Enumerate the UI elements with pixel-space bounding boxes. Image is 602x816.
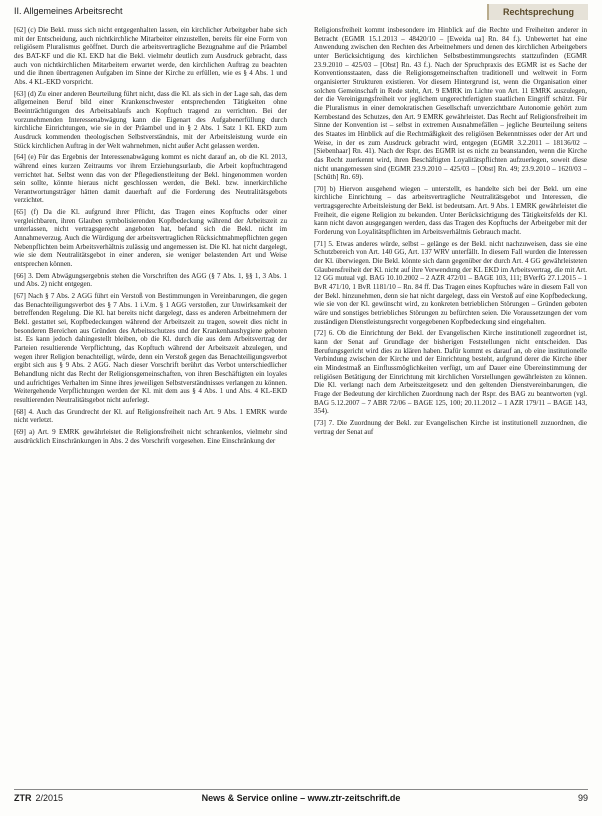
issue-number: 2/2015 [35,793,64,803]
paragraph: [67] Nach § 7 Abs. 2 AGG führt ein Verstoß von Bestimmungen in Vereinbarungen, die gegen das Benachteiligungsverbot des § 7 Abs. 1 i.V.m. § 1 AGG verstoßen, zur Unwirksamkeit der betreffenden Regelung. Die Kl. hat bereits nicht dargelegt, dass es anderen Arbeitnehmern der Bekl. gestattet sei, Kopfbedeckungen während der Arbeitszeit zu tragen, soweit dies nicht in besonderen Bereichen aus Gründen des Arbeitsschutzes und der Krankenhaushygiene geboten ist. Es kann jedoch dahingestellt bleiben, ob die Kl. durch die aus dem Arbeitsvertrag der Parteien resultierende Verpflichtung, das Kopftuch während der Arbeitszeit abzulegen, und wegen ihrer Religion benachteiligt, würde, denn ein Verstoß gegen das Benachteiligungsverbot ergibt sich aus § 9 Abs. 2 AGG. Nach dieser Vorschrift berührt das Verbot unterschiedlicher Behandlung nicht das Recht der Religionsgemeinschaften, von ihren Beschäftigten ein loyales und aufrichtiges Verhalten im Sinne ihres jeweiligen Selbstverständnisses verlangen zu können. Weitergehende Verpflichtungen werden der Kl. mit dem aus § 4 Abs. 1 und Abs. 4 KL-EKD resultierenden Neutralitätsgebot nicht auferlegt. [14,292,287,404]
paragraph: [70] b) Hiervon ausgehend wiegen – unterstellt, es handelte sich bei der Bekl. um eine kirchliche Einrichtung – das arbeitsvertragliche Neutralitätsgebot und Interessen, die vertragsgerechte Arbeitsleistung der Bekl. ist bedeutsam. Art. 9 Abs. 1 EMRK gewährleistet die Freiheit, die eigene Religion zu bekunden. Unter Berücksichtigung des Tätigkeitsfelds der Kl. kann nicht davon ausgegangen werden, dass das Tragen des Kopftuchs der Arbeitgeber mit der Forderung von Loyalitätspflichten im Arbeitsverhältnis Gebrauch macht. [314,184,587,237]
paragraph: [73] 7. Die Zuordnung der Bekl. zur Evangelischen Kirche ist institutionell zuzuordnen, die vertrag der Senat auf [314,418,587,436]
paragraph: [62] (c) Die Bekl. muss sich nicht entgegenhalten lassen, ein kirchlicher Arbeitgeber habe sich mit der Entscheidung, auch nichtkirchliche Mitarbeiter einzustellen, bereits für eine Form von religiösem Pluralismus geöffnet. Durch die arbeitsvertragliche Bezugnahme auf die Präambel des BAT-KF und die KL EKD hat die Bekl. vielmehr deutlich zum Ausdruck gebracht, dass auch von nichtkirchlichen Mitarbeitern erwartet werde, den kirchlichen Auftrag zu beachten und die ihnen übertragenen Aufgaben im Sinne der Kirche zu erfüllen, wie es § 4 Abs. 1 und Abs. 4 KL-EKD vorspricht. [14,26,287,86]
left-column [14,26,287,784]
right-column [314,26,587,784]
page-header [14,4,588,24]
journal-logo: ZTR [14,793,32,803]
paragraph: [69] a) Art. 9 EMRK gewährleistet die Religionsfreiheit nicht schrankenlos, vielmehr sind ausdrücklich Einschränkungen in Abs. 2 des Vorschrift vorgesehen. Eine Einschränkung der [14,427,287,445]
footer-website-link[interactable]: News & Service online – www.ztr-zeitschrift.de [201,793,401,803]
paragraph: [72] 6. Ob die Einrichtung der Bekl. der Evangelischen Kirche institutionell zugeordnet ist, kann der Senat auf Grundlage der bisherigen Feststellungen nicht entscheiden. Das Berufungsgericht wird dies zu klären haben. Dafür kommt es darauf an, ob eine institutionelle Verbindung zwischen der Kirche und der Einrichtung besteht, aufgrund derer die Kirche über ein Mindestmaß an Einflussmöglichkeiten verfügt, um auf Dauer eine Übereinstimmung der religiösen Betätigung der Einrichtung mit kirchlichen Vorstellungen gewährleisten zu können. Die Kl. verlangt nach dem Arbeitszeitgesetz und den geltenden Dienstvereinbarungen, die Frage der Bedeutung der kirchlichen Zuordnung nach der Rspr. des BAG zu beantworten (vgl. BAG 5.12.2007 – 7 ABR 72/06 – BAGE 125, 100; 20.11.2012 – 1 AZR 179/11 – BAGE 143, 354). [314,329,587,416]
paragraph: [71] 5. Etwas anderes würde, selbst – gelänge es der Bekl. nicht nachzuweisen, dass sie eine Schutzbereich von Art. 140 GG, Art. 137 WRV unterfällt. In diesem Fall wurden die Interessen der Kl. überwiegen. Die Bekl. könnte sich dann gegenüber der durch Art. 4 GG gewährleisteten Glaubensfreiheit der Kl. nicht auf ihre Verwendung der KL EKD im Arbeitsvertrag, die mit Art. 12 GG mutual vgl. BAG 10.10.2002 – 2 AZR 472/01 – BAGE 103, 111; BVerfG 27.1.2015 – 1 BvR 471/10, 1 BvR 1181/10 – Rn. 84 ff. Das Tragen eines Kopftuches wäre in diesem Fall von der Bekl. hinzunehmen, denn sie hat nicht dargelegt, dass ein Verstoß auf eine Kopfbedeckung, wie sie von der Kl. gewünscht wird, zu konkreten betrieblichen Störungen – Gründen geboten wäre und sonstiges betriebliches Störungen zu befürchten seien. Die Voraussetzungen der vom zuständigen Dienstleistungsrecht vorgegebenen Kopfbedeckung sind eingehalten. [314,239,587,326]
paragraph: [66] 3. Dem Abwägungsergebnis stehen die Vorschriften des AGG (§ 7 Abs. 1, §§ 1, 3 Abs. 1 und Abs. 2) nicht entgegen. [14,271,287,289]
paragraph: [63] (d) Zu einer anderen Beurteilung führt nicht, dass die Kl. als sich in der Lage sah, das dem allgemeinen Beruf bild einer Krankenschwester entsprechenden Tätigkeiten ohne Beeinträchtigungen des Arbeitsablaufs auch Kopftuch tragend zu verrichten. Bei der vorzunehmenden Interessenabwägung kann die Eigenart des Aufgabenerfüllung durch kirchliche Einrichtungen, wie sie in der Präambel und in § 2 Abs. 1 Satz 1 KL EKD zum Ausdruck kommenden theologischen Selbstverständnis, mit der Arbeitsleistung wurde ein Stück kirchlichen Auftrag in der Welt wahrnehmen, nicht außer Acht gelassen werden. [14,89,287,150]
page-number: 99 [577,793,588,803]
paragraph: [65] (f) Da die Kl. aufgrund ihrer Pflicht, das Tragen eines Kopftuchs oder einer vergleichbaren, ihren Glauben symbolisierenden Kopfbedeckung während der Arbeitszeit zu unterlassen, nicht vertragsgerecht angeboten hat, befand sich die Bekl. nicht im Annahmeverzug. Auch die Würdigung der arbeitsvertraglichen Rücksichtnahmepflichten gegen Nebenpflichten beim Arbeitsverhältnis zulässig und angemessen ist. Die Kl. hat nicht dargelegt, wie sie dem Neutralitätsgebot in einer anderen, sie weniger belastenden Art und Weise entsprechen können. [14,208,287,269]
paragraph: [64] (e) Für das Ergebnis der Interessenabwägung kommt es nicht darauf an, ob die Kl. 2013, während eines kurzen Zeitraums vor ihrem Erziehungsurlaub, die Arbeit kopftuchtragend verrichtet hat. Selbst wenn das von der Pflegedienstleitung der Bekl. hingenommen worden sein sollte, könnte hieraus nicht geschlossen werden, die Bekl. bzw. innerkirchliche Verantwortungsträger hätten damit dauerhaft auf die Forderung des Neutralitätsgebots verzichtet. [14,153,287,205]
category-tag: Rechtsprechung [487,4,588,20]
page-footer [14,789,588,806]
paragraph: Religionsfreiheit kommt insbesondere im Hinblick auf die Rechte und Freiheiten anderer in Betracht (EGMR 15.1.2013 – 48420/10 – [Eweida ua] Rn. 84 f.). Unbewertet hat eine Anwendung zwischen den Rechten des Arbeitnehmers und denen des kirchlichen Arbeitgebers unter Berücksichtigung des kirchlichen Selbstbestimmungsrechts stattzufinden (EGMR 23.9.2010 – 425/03 – [Obst] Rn. 43 f.). Nach der Spruchpraxis des EGMR ist es Sache der Konventionsstaaten, dass die Religionsgemeinschaften traditionell und weltweit in Form organisierter Strukturen existieren. Vor diesem Hintergrund ist, wenn die Organisation einer solchen Gemeinschaft in Rede steht, Art. 9 EMRK im Lichte von Art. 11 EMRK auszulegen, der die Vereinigungsfreiheit vor jeglichem ungerechtfertigten staatlichen Eingriff schützt. Für die Pluralismus in einer demokratischen Gesellschaft unverzichtbare Autonomie gehört zum Kernbestand des Schutzes, den Art. 9 EMRK gewährleistet. Das Recht auf Religionsfreiheit im Sinne der Konvention ist – selbst in extremen Ausnahmefällen – jegliche Beurteilung seitens des Staates im Hinblick auf die Rechtmäßigkeit des religiösen Bekenntnisses oder der Art und Weise, in der es zum Ausdruck gebracht wird, entgegen (EGMR 3.2.2011 – 18136/02 – [Siebenhaar] Rn. 41). Nach der Rspr. des EGMR ist es nicht zu beanstanden, wenn die Kirche das Recht zuerkennt wird, ihren Beschäftigten Loyalitätspflichten aufzuerlegen, soweit diese nicht unangemessen sind (EGMR 23.9.2010 – 425/03 – [Obst] Rn. 49; 23.9.2010 – 1620/03 – [Schüth] Rn. 69). [314,26,587,182]
paragraph: [68] 4. Auch das Grundrecht der Kl. auf Religionsfreiheit nach Art. 9 Abs. 1 EMRK wurde nicht verletzt. [14,407,287,425]
section-heading: II. Allgemeines Arbeitsrecht [14,6,123,16]
